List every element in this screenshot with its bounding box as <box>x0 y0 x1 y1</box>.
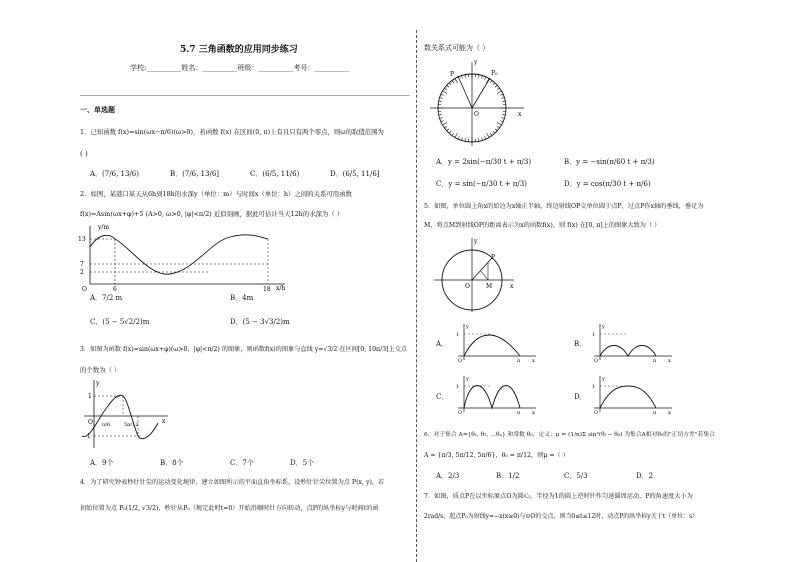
clock-tick <box>443 123 447 126</box>
q4-clock-diagram <box>428 56 532 148</box>
clock-tick <box>465 75 466 78</box>
clock-tick <box>440 118 443 119</box>
clock-tick <box>500 94 503 95</box>
q2-option-d: D．(5 − 3√3/2)m <box>230 318 290 326</box>
q2-ytick-2: 2 <box>80 269 84 276</box>
q2-option-a: A．7/2 m <box>90 294 123 302</box>
q5a-pi: π <box>517 358 521 362</box>
q1-stem: 1．已知函数 f(x)=sin(ωx−π/6)(ω>0)，若函数 f(x) 在区间(0, π)上有且只有两个零点，则ω的取值范围为 <box>80 128 384 136</box>
q5-stem-line2: M，将点M到射线OP的距离表示为x的函数f(x)，则 f(x) 在[0, π]上的图象大致为（ ） <box>424 222 661 229</box>
left-column <box>80 0 410 562</box>
q6-stem-line2: A = {π/3, 5π/12, 5π/6}，θ₀ = π/12，则μ =（ ） <box>424 452 569 459</box>
header-rule <box>80 95 410 96</box>
q5-option-a-label: A． <box>436 340 449 348</box>
clock-tick <box>501 118 504 119</box>
q5d-one: 1 <box>592 384 596 390</box>
q5-option-d-label: D． <box>574 393 587 401</box>
q1-option-c: C．(6/5, 11/6) <box>250 170 300 178</box>
q5-option-c-label: C． <box>436 393 449 401</box>
q2-ytick-7: 7 <box>80 261 84 268</box>
q4-stem-cont: 数关系式可能为（ ） <box>424 44 490 52</box>
q5-circle-m: M <box>486 283 493 290</box>
q4-option-a: A．y = 2sin(−π/30 t + π/3) <box>436 158 532 166</box>
clock-tick <box>449 83 451 85</box>
q5d-pi: π <box>653 410 657 414</box>
q5b-one: 1 <box>592 332 596 338</box>
clock-tick <box>502 101 505 102</box>
q5d-y: y <box>602 376 605 382</box>
q3-ytick-1: 1 <box>88 393 92 400</box>
clock-tick <box>497 123 501 126</box>
q2-stem-line2: f(x)=Asin(ωx+φ)+5 (A>0, ω>0, |φ|<π/2) 近似刻画，据此可估计当天12h的水深为（ ） <box>80 210 344 218</box>
clock-tick <box>493 131 495 133</box>
q4-option-c: C．y = sin(−π/30 t + π/3) <box>436 180 527 188</box>
clock-tick <box>452 80 454 82</box>
q5d-x: x <box>668 410 671 414</box>
q5b-y: y <box>602 324 605 330</box>
q2-ylabel: y/m <box>98 224 110 231</box>
q3-option-d: D．5个 <box>290 459 315 467</box>
q5c-one: 1 <box>456 384 460 390</box>
q1-paren: ( ) <box>80 150 88 158</box>
page-title: 5.7 三角函数的应用同步练习 <box>180 45 298 55</box>
q3-xtick-o: O <box>88 419 93 426</box>
q6-option-b: B．1/2 <box>496 472 520 480</box>
q4-clock-xlabel: x <box>518 111 522 118</box>
q5-stem-line1: 5．如图，单位圆上角x的始边为x轴正半轴，终边射线OP交单位圆于点P，过点P作x轴的垂线，垂足为 <box>424 203 704 210</box>
q4-clock-p0: P₀ <box>491 70 498 77</box>
q3-stem-line2: 的个数为（ ） <box>80 366 121 374</box>
q5-circle-o: O <box>465 283 470 290</box>
q7-stem-line2: 2rad/s，起点P₀为射线y=−x(x≥0)与⊙O的交点，则当0≤t≤12时，动点P的纵坐标y关于t（单位：s） <box>424 513 699 520</box>
q4-clock-ylabel: y <box>474 59 478 66</box>
q5-option-b-label: B． <box>574 340 587 348</box>
q5b-x: x <box>668 358 671 362</box>
clock-tick <box>465 138 466 141</box>
clock-tick <box>439 101 442 102</box>
q1-option-a: A．(7/6, 13/6) <box>90 170 139 178</box>
clock-tick <box>441 94 444 95</box>
clock-tick <box>458 136 459 139</box>
clock-tick <box>455 79 458 83</box>
q5c-o: O <box>458 410 463 414</box>
q5d-o: O <box>594 410 599 414</box>
clock-tick <box>497 88 499 90</box>
q5c-x: x <box>532 410 535 414</box>
q4-clock-o: O <box>474 111 479 118</box>
q2-water-depth-graph <box>70 222 290 292</box>
clock-tick <box>497 126 499 128</box>
q2-stem-line1: 2．如图，某港口某天从6h到18h的水深y（单位：m）与时间x（单位：h）之间的关系可用函数 <box>80 190 352 198</box>
q5a-one: 1 <box>456 332 460 338</box>
clock-tick <box>490 80 492 82</box>
column-divider <box>416 30 417 562</box>
q2-xtick-18: 18 <box>263 286 271 292</box>
clock-tick <box>502 114 505 115</box>
q5-circle-p: P <box>491 254 496 261</box>
q5b-pi: π <box>653 358 657 362</box>
clock-tick <box>441 121 444 122</box>
student-info-line: 学校:__________姓名：__________班级：__________考号：__________ <box>130 64 350 72</box>
q4-option-d: D．y = cos(π/30 t + π/6) <box>564 180 651 188</box>
q6-option-d: D．2 <box>636 472 654 480</box>
clock-tick <box>444 126 446 128</box>
q2-xtick-6: 6 <box>113 286 117 292</box>
clock-tick <box>482 76 483 79</box>
q3-ytick-neg1: −1 <box>82 433 91 440</box>
q3-xlabel: x <box>162 418 166 425</box>
q3-option-b: B．8个 <box>160 459 184 467</box>
clock-tick <box>439 114 442 115</box>
right-column <box>424 0 724 562</box>
clock-tick <box>478 75 479 78</box>
q4-stem-line2: 初始位置为点 P₀(1/2, √3/2)，秒针从P₀（规定此时t=0）开始沿顺时针方向转动，点P的纵坐标y与时间t的函 <box>80 505 379 512</box>
q2-xlabel: x/h <box>276 285 286 292</box>
clock-tick <box>447 129 449 131</box>
q5c-pi: π <box>517 410 521 414</box>
clock-tick <box>500 121 503 122</box>
q7-stem-line1: 7．如图，质点P在以坐标原点O为圆心，半径为1的圆上逆时针作匀速圆周运动，P的角速度大小为 <box>424 493 693 500</box>
section-heading: 一、单选题 <box>80 105 115 114</box>
clock-tick <box>485 77 486 80</box>
clock-tick <box>487 133 490 137</box>
q3-ylabel: y <box>96 380 100 387</box>
clock-tick <box>493 83 495 85</box>
q5a-o: O <box>458 358 463 362</box>
clock-tick <box>490 133 492 135</box>
q6-stem-line1: 6．对于集合 A={θ₁, θ₂, …θₙ} 和常数 θ₀，定义：μ = (1/n)Σ sin²(θᵢ − θ₀) 为集合A相对θ₀的"正切方差"若集合 <box>424 432 715 438</box>
q5-option-c-graph <box>450 372 540 414</box>
q2-option-b: B．4m <box>230 294 254 302</box>
clock-tick <box>443 91 447 94</box>
clock-tick <box>495 129 497 131</box>
q5-circle-xlabel: x <box>510 283 514 290</box>
clock-tick <box>440 97 443 98</box>
q2-xtick-o: O <box>82 286 87 292</box>
q3-xtick-pi6: π/6 <box>102 422 111 428</box>
q4-clock-p: P <box>450 71 455 78</box>
q5-circle-ylabel: y <box>474 238 478 245</box>
clock-tick <box>485 136 486 139</box>
clock-tick <box>461 137 462 140</box>
q5-option-a-graph <box>450 320 540 362</box>
q3-xtick-5pi12: 5π/12 <box>124 422 139 428</box>
clock-tick <box>461 76 462 79</box>
q5-option-d-graph <box>586 372 676 414</box>
q4-option-b: B．y = −sin(π/60 t + π/3) <box>564 158 655 166</box>
clock-tick <box>452 133 454 135</box>
clock-tick <box>501 97 504 98</box>
q1-option-b: B．(7/6, 13/6] <box>170 170 220 178</box>
clock-tick <box>497 91 501 94</box>
q3-option-a: A．9个 <box>90 459 114 467</box>
q4-stem-line1: 4．为了研究钟表秒针针尖的运动变化规律，建立如图所示的平面直角坐标系，设秒针针尖位置为点 P(x, y)，若 <box>80 479 385 486</box>
q3-sine-graph <box>80 378 170 450</box>
q5a-x: x <box>532 358 535 362</box>
q3-stem-line1: 3．如图为函数 f(x)=sin(ωx+φ)(ω>0，|φ|<π/2) 的图象，则函数f(x)的图象与直线 y=√3/2 在区间[0, 10π/3]上交点 <box>80 346 408 353</box>
clock-tick <box>455 133 458 137</box>
q2-ytick-13: 13 <box>78 236 86 243</box>
q6-option-a: A．2/3 <box>436 472 460 480</box>
q5-unit-circle <box>430 234 520 314</box>
q2-option-c: C．(5 − 5√2/2)m <box>90 318 150 326</box>
q5b-o: O <box>594 358 599 362</box>
q5-option-b-graph <box>586 320 676 362</box>
clock-tick <box>449 131 451 133</box>
q3-option-c: C．7个 <box>230 459 254 467</box>
clock-tick <box>444 88 446 90</box>
clock-tick <box>447 85 449 87</box>
q1-option-d: D．(6/5, 11/6] <box>330 170 380 178</box>
clock-tick <box>478 138 479 141</box>
clock-tick <box>482 137 483 140</box>
q5c-y: y <box>466 376 469 382</box>
q5a-y: y <box>466 324 469 330</box>
clock-tick <box>495 85 497 87</box>
q6-option-c: C．5/3 <box>564 472 588 480</box>
